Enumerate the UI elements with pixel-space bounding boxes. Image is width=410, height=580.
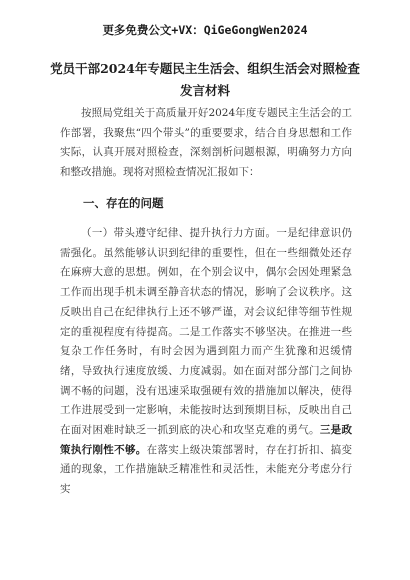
body-paragraph xyxy=(60,224,352,564)
section-heading-problems: 一、存在的问题 xyxy=(83,196,164,210)
paragraph-tail: 在落实上级决策部署时，存在打折扣、搞变通的现象，工作措施缺乏精准性和灵活性，未能充分考虑分行实 xyxy=(60,443,352,496)
paragraph-bold-text: 三是政策执行刚性不够。 xyxy=(60,424,352,456)
document-title: 党员干部2024年专题民主生活会、组织生活会对照检查发言材料 xyxy=(50,61,360,98)
paragraph-lead: （一）带头遵守纪律、提升执行力方面。 xyxy=(81,227,277,239)
intro-paragraph: 按照局党组关于高质量开好2024年度专题民主生活会的工作部署，我聚焦“四个带头”的重要要求，结合自身思想和工作实际，认真开展对照检查，深刻剖析问题根源，明确努力方向和整改措施。现将对照检查情况汇报如下： xyxy=(60,107,352,178)
promo-header: 更多免费公文+VX：QiGeGongWen2024 xyxy=(102,23,308,37)
paragraph-text: 一是纪律意识仍需强化。虽然能够认识到纪律的重要性，但在一些细微处还存在麻痹大意的思想。例如，在个别会议中，偶尔会因处理紧急工作而出现手机未调至静音状态的情况，影响了会议秩序。这反映出自己在纪律执行上还不够严谨，对会议纪律等细节性规定的重视程度有待提高。二是工作落实不够坚决。在推进一些复杂工作任务时，有时会因为遇到阻力而产生犹豫和迟缓情绪，导致执行速度放缓、力度减弱。如在面对部分部门之间协调不畅的问题，没有迅速采取强硬有效的措施加以解决，使得工作进展受到一定影响，未能按时达到预期目标，反映出自己在面对困难时缺乏一抓到底的决心和攻坚克难的勇气。 xyxy=(60,227,352,437)
